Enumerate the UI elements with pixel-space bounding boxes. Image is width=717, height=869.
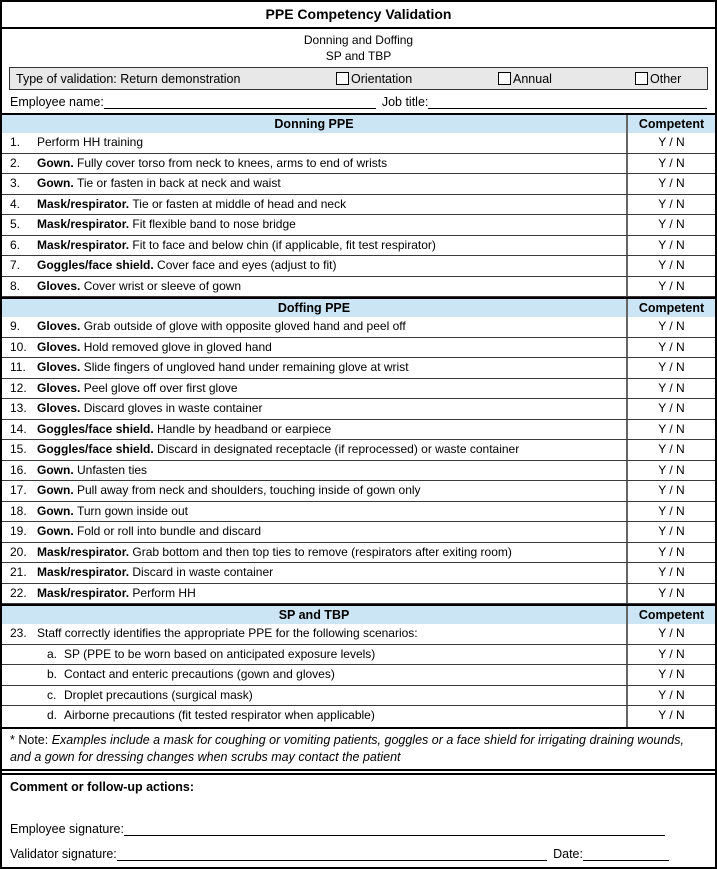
task-keyword: Gloves.: [37, 380, 84, 395]
task-description: Discard in designated receptacle (if reprocessed) or waste container: [157, 442, 520, 456]
task-cell: [2, 379, 628, 399]
task-keyword: Mask/respirator.: [37, 196, 133, 211]
task-text: [64, 686, 253, 706]
task-cell: [2, 420, 628, 440]
task-text: [37, 522, 261, 542]
task-text: [37, 154, 387, 174]
row-number: 8.: [10, 278, 21, 293]
comment-label: Comment or follow-up actions:: [10, 779, 195, 794]
row-number: 13.: [10, 401, 27, 415]
validator-signature-row: [10, 836, 707, 861]
task-text: [37, 174, 281, 194]
task-text: [37, 358, 409, 378]
task-cell: [2, 174, 628, 194]
task-description: Tie or fasten in back at neck and waist: [77, 176, 281, 190]
table-row: [2, 584, 715, 605]
task-keyword: Goggles/face shield.: [37, 258, 158, 272]
employee-name-input[interactable]: [104, 95, 376, 109]
row-number: 5.: [10, 217, 21, 231]
task-text: [37, 133, 143, 153]
competent-cell[interactable]: Y / N: [658, 339, 685, 354]
task-description: Fit flexible band to nose bridge: [132, 217, 296, 231]
task-keyword: Gloves.: [37, 339, 84, 354]
task-description: Unfasten ties: [77, 462, 148, 477]
table-row: [2, 154, 715, 175]
competent-cell[interactable]: Y / N: [658, 687, 685, 702]
validation-option-annual[interactable]: [498, 72, 635, 86]
date-label: Date:: [553, 847, 583, 861]
task-keyword: Mask/respirator.: [37, 544, 133, 559]
subtitle-line1: Donning and Doffing: [303, 33, 414, 47]
table-row: [2, 133, 715, 154]
task-description: Discard in waste container: [132, 565, 274, 579]
task-cell: [2, 277, 628, 297]
section-title: Doffing PPE: [2, 299, 628, 317]
task-cell: [2, 338, 628, 358]
table-row: [2, 379, 715, 400]
task-description: Airborne precautions (fit tested respirator when applicable): [64, 708, 375, 722]
task-description: Pull away from neck and shoulders, touching inside of gown only: [77, 483, 421, 497]
table-row: [2, 420, 715, 441]
form-subtitle: [2, 29, 715, 65]
other-label: Other: [650, 71, 682, 86]
table-row: [2, 645, 715, 666]
competent-cell[interactable]: Y / N: [658, 462, 685, 477]
competent-cell[interactable]: Y / N: [658, 585, 685, 600]
task-description: Fully cover torso from neck to knees, arms to end of wrists: [77, 155, 388, 170]
competent-cell[interactable]: Y / N: [658, 278, 685, 293]
task-text: [37, 379, 238, 399]
row-number: 3.: [10, 176, 21, 190]
task-text: [37, 502, 188, 522]
competency-table: [2, 113, 715, 727]
validator-signature-input[interactable]: [117, 847, 547, 861]
task-text: [37, 236, 436, 256]
annual-checkbox[interactable]: [498, 72, 511, 85]
task-description: Handle by headband or earpiece: [157, 421, 332, 436]
employee-name-label: Employee name:: [10, 95, 104, 109]
task-text: [37, 543, 512, 563]
table-row: [2, 317, 715, 338]
task-cell: [2, 665, 628, 685]
task-text: [37, 481, 421, 501]
task-description: Grab bottom and then top ties to remove (respirators after exiting room): [132, 544, 512, 559]
competent-cell[interactable]: Y / N: [658, 503, 685, 518]
task-keyword: Mask/respirator.: [37, 585, 133, 600]
task-text: [64, 645, 375, 665]
competent-cell[interactable]: Y / N: [658, 524, 685, 538]
row-number: 11.: [10, 360, 26, 374]
competent-cell[interactable]: Y / N: [658, 626, 685, 640]
competent-cell[interactable]: Y / N: [658, 155, 685, 170]
task-cell: [2, 543, 628, 563]
table-row: [2, 563, 715, 584]
row-number: 22.: [10, 585, 27, 600]
task-text: [37, 256, 336, 276]
task-cell: [2, 399, 628, 419]
row-number: 18.: [10, 503, 27, 518]
row-number: 1.: [10, 135, 21, 149]
validator-signature-label: Validator signature:: [10, 847, 117, 861]
table-row: [2, 236, 715, 257]
table-row: [2, 215, 715, 236]
table-row: [2, 338, 715, 359]
subtitle-line2: SP and TBP: [325, 49, 392, 63]
table-row: [2, 174, 715, 195]
form-title-bar: [2, 2, 715, 29]
row-number: 12.: [10, 380, 27, 395]
row-number: 15.: [10, 442, 27, 456]
employee-signature-label: Employee signature:: [10, 822, 124, 836]
competent-cell[interactable]: Y / N: [658, 135, 685, 149]
task-description: Peel glove off over first glove: [83, 380, 238, 395]
task-text: [37, 317, 406, 337]
table-row: [2, 440, 715, 461]
competent-cell[interactable]: Y / N: [658, 360, 685, 374]
task-description: Discard gloves in waste container: [83, 401, 263, 415]
task-keyword: Gown.: [37, 176, 77, 190]
section-title: SP and TBP: [2, 606, 628, 624]
competent-cell[interactable]: Y / N: [658, 237, 685, 252]
task-description: Turn gown inside out: [77, 503, 188, 518]
row-number: 23.: [10, 626, 27, 640]
task-text: [37, 584, 196, 604]
row-number: 21.: [10, 565, 27, 579]
task-cell: [2, 236, 628, 256]
name-title-row: [2, 90, 715, 113]
task-text: [37, 624, 418, 644]
other-checkbox[interactable]: [635, 72, 648, 85]
validation-option-orientation[interactable]: [336, 72, 498, 86]
task-description: Slide fingers of ungloved hand under remaining glove at wrist: [83, 360, 409, 374]
date-input[interactable]: [583, 847, 669, 861]
task-cell: [2, 563, 628, 583]
task-keyword: Mask/respirator.: [37, 237, 133, 252]
task-cell: [2, 461, 628, 481]
row-number: 16.: [10, 462, 27, 477]
comment-section: [2, 773, 715, 868]
row-number: 14.: [10, 421, 27, 436]
row-number: 4.: [10, 196, 21, 211]
competent-cell[interactable]: Y / N: [658, 442, 685, 456]
task-keyword: Gown.: [37, 155, 77, 170]
row-number: b.: [47, 667, 58, 681]
employee-signature-input[interactable]: [124, 822, 665, 836]
task-text: [37, 338, 272, 358]
competent-cell[interactable]: Y / N: [658, 646, 685, 661]
task-cell: [2, 706, 628, 727]
task-cell: [2, 686, 628, 706]
task-text: [64, 665, 335, 685]
section-header-doffing-ppe: [2, 297, 715, 317]
table-row: [2, 277, 715, 298]
task-text: [37, 420, 331, 440]
task-cell: [2, 195, 628, 215]
page-title: PPE Competency Validation: [265, 6, 452, 22]
note-text: Examples include a mask for coughing or vomiting patients, goggles or a face shield for irrigating draining wounds, and a gown for dressing changes when scrubs may contact the patient: [10, 732, 684, 764]
competent-cell[interactable]: Y / N: [658, 401, 685, 415]
validation-type-label: Type of validation: Return demonstration: [16, 71, 241, 86]
task-cell: [2, 358, 628, 378]
table-row: [2, 543, 715, 564]
task-cell: [2, 256, 628, 276]
task-cell: [2, 481, 628, 501]
orientation-checkbox[interactable]: [336, 72, 349, 85]
table-row: [2, 624, 715, 645]
task-text: [37, 277, 241, 297]
task-description: Perform HH: [132, 585, 196, 600]
section-title: Donning PPE: [2, 115, 628, 133]
competent-cell[interactable]: Y / N: [658, 708, 685, 722]
task-description: Droplet precautions (surgical mask): [64, 687, 253, 702]
task-keyword: Gloves.: [37, 278, 84, 293]
task-keyword: Goggles/face shield.: [37, 421, 158, 436]
competent-cell[interactable]: Y / N: [658, 217, 685, 231]
competent-cell[interactable]: Y / N: [658, 421, 685, 436]
task-description: Fold or roll into bundle and discard: [77, 524, 262, 538]
task-description: Hold removed glove in gloved hand: [83, 339, 272, 354]
task-keyword: Mask/respirator.: [37, 565, 133, 579]
row-number: 9.: [10, 319, 21, 333]
task-text: [37, 195, 346, 215]
table-row: [2, 358, 715, 379]
task-description: Staff correctly identifies the appropriate PPE for the following scenarios:: [37, 626, 418, 640]
competent-cell[interactable]: Y / N: [658, 196, 685, 211]
task-keyword: Gloves.: [37, 401, 84, 415]
task-keyword: Gown.: [37, 483, 77, 497]
task-keyword: Gown.: [37, 462, 77, 477]
table-row: [2, 706, 715, 727]
section-header-donning-ppe: [2, 113, 715, 133]
row-number: 10.: [10, 339, 27, 354]
task-cell: [2, 584, 628, 604]
task-keyword: Gloves.: [37, 319, 84, 333]
task-cell: [2, 154, 628, 174]
validation-type-bar: [9, 67, 708, 90]
task-description: Cover face and eyes (adjust to fit): [157, 258, 337, 272]
competent-cell[interactable]: Y / N: [658, 319, 685, 333]
job-title-input[interactable]: [428, 95, 707, 109]
competent-cell[interactable]: Y / N: [658, 258, 685, 272]
task-keyword: Gown.: [37, 503, 77, 518]
row-number: 20.: [10, 544, 27, 559]
comment-input-area[interactable]: [10, 794, 707, 812]
table-row: [2, 481, 715, 502]
table-row: [2, 686, 715, 707]
task-text: [64, 706, 375, 727]
competent-cell[interactable]: Y / N: [658, 667, 685, 681]
competent-column-header: Competent: [638, 117, 705, 131]
competent-cell[interactable]: Y / N: [658, 380, 685, 395]
table-row: [2, 399, 715, 420]
annual-label: Annual: [513, 71, 552, 86]
competent-cell[interactable]: Y / N: [658, 176, 685, 190]
row-number: a.: [47, 646, 58, 661]
task-keyword: Mask/respirator.: [37, 217, 133, 231]
task-cell: [2, 440, 628, 460]
validation-option-other[interactable]: [635, 72, 701, 86]
orientation-label: Orientation: [351, 71, 413, 86]
task-description: Contact and enteric precautions (gown and gloves): [64, 667, 335, 681]
task-text: [37, 461, 147, 481]
competent-cell[interactable]: Y / N: [658, 483, 685, 497]
row-number: 17.: [10, 483, 27, 497]
task-description: Cover wrist or sleeve of gown: [83, 278, 242, 293]
task-cell: [2, 317, 628, 337]
table-row: [2, 522, 715, 543]
table-row: [2, 502, 715, 523]
row-number: 19.: [10, 524, 27, 538]
task-cell: [2, 624, 628, 644]
table-row: [2, 195, 715, 216]
competent-cell[interactable]: Y / N: [658, 565, 685, 579]
task-text: [37, 215, 296, 235]
competent-cell[interactable]: Y / N: [658, 544, 685, 559]
task-cell: [2, 522, 628, 542]
task-keyword: Goggles/face shield.: [37, 442, 158, 456]
task-keyword: Gloves.: [37, 360, 84, 374]
task-description: Grab outside of glove with opposite gloved hand and peel off: [83, 319, 406, 333]
row-number: 6.: [10, 237, 21, 252]
section-header-sp-and-tbp: [2, 604, 715, 624]
task-description: Perform HH training: [37, 135, 144, 149]
row-number: c.: [47, 687, 57, 702]
task-cell: [2, 215, 628, 235]
task-text: [37, 399, 262, 419]
task-text: [37, 440, 519, 460]
competent-column-header: Competent: [638, 301, 705, 315]
row-number: d.: [47, 708, 58, 722]
job-title-label: Job title:: [381, 95, 429, 109]
task-keyword: Gown.: [37, 524, 77, 538]
task-description: Tie or fasten at middle of head and neck: [132, 196, 347, 211]
task-description: SP (PPE to be worn based on anticipated exposure levels): [64, 646, 376, 661]
task-cell: [2, 502, 628, 522]
table-row: [2, 256, 715, 277]
table-row: [2, 461, 715, 482]
task-text: [37, 563, 273, 583]
task-description: Fit to face and below chin (if applicable, fit test respirator): [132, 237, 436, 252]
note-box: [2, 727, 715, 771]
employee-signature-row: [10, 811, 707, 836]
row-number: 2.: [10, 155, 21, 170]
task-cell: [2, 133, 628, 153]
note-prefix: * Note:: [10, 732, 52, 747]
table-row: [2, 665, 715, 686]
row-number: 7.: [10, 258, 21, 272]
competent-column-header: Competent: [638, 608, 705, 622]
task-cell: [2, 645, 628, 665]
